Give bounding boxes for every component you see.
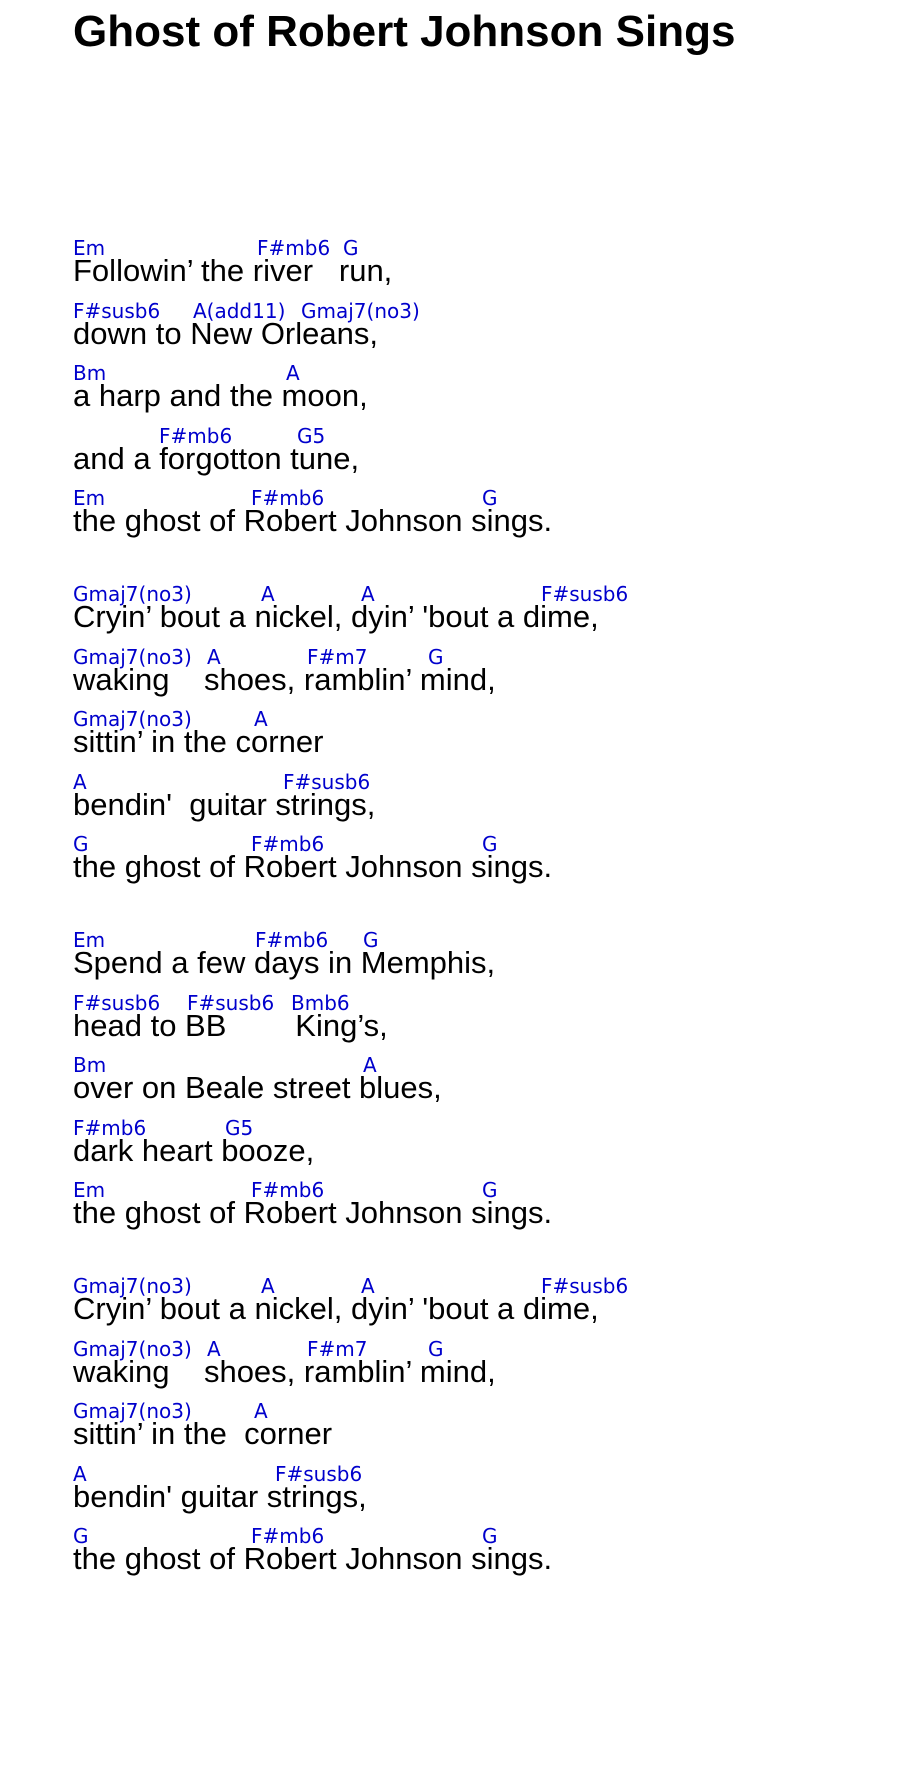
lyric-line: waking shoes, ramblin’ mind, [73, 661, 496, 697]
chord-row [73, 480, 873, 508]
lyric-line: bendin' guitar strings, [73, 1478, 367, 1514]
chord-symbol: A [361, 582, 375, 606]
chord-symbol: F#mb6 [257, 236, 331, 260]
lyric-line: dark heart booze, [73, 1132, 315, 1168]
lyric-line: sittin’ in the corner [73, 724, 324, 759]
song-line [73, 764, 873, 827]
song-line [73, 1268, 873, 1331]
song-line [73, 985, 873, 1048]
chord-symbol: Gmaj7(no3) [73, 1336, 192, 1361]
chord-symbol: Bm [73, 1053, 107, 1077]
song-sheet [73, 0, 873, 1576]
song-line [73, 1393, 873, 1456]
chord-symbol: Em [73, 928, 106, 952]
song-line [73, 480, 873, 543]
chord-symbol: A [254, 707, 268, 731]
lyric-line: a harp and the moon, [73, 378, 368, 413]
chord-symbol: F#mb6 [73, 1115, 147, 1140]
chord-symbol: Em [73, 1178, 106, 1202]
chord-symbol: Gmaj7(no3) [73, 1399, 192, 1423]
chord-symbol: G [482, 486, 498, 510]
chord-symbol: F#mb6 [159, 423, 233, 448]
chord-symbol: A [363, 1053, 377, 1077]
lyric-line: the ghost of Robert Johnson sings. [73, 1541, 553, 1576]
chord-symbol: F#mb6 [251, 1524, 325, 1548]
chord-symbol: Gmaj7(no3) [301, 298, 420, 323]
verse [73, 922, 873, 1235]
chord-symbol: F#m7 [307, 644, 368, 669]
chord-symbol: A [207, 1336, 221, 1361]
chord-symbol: Gmaj7(no3) [73, 707, 192, 731]
chord-symbol: Bmb6 [291, 990, 350, 1015]
chord-symbol: Em [73, 236, 106, 260]
chord-symbol: A [261, 582, 275, 606]
lyric-line: the ghost of Robert Johnson sings. [73, 503, 553, 538]
lyric-line: Cryin’ bout a nickel, dyin’ 'bout a dime, [73, 599, 599, 634]
song-line [73, 1456, 873, 1519]
chord-symbol: G [482, 832, 498, 856]
song-line [73, 1047, 873, 1110]
chord-symbol: A [73, 1461, 87, 1486]
chord-symbol: G [428, 644, 444, 669]
chord-symbol: G [363, 928, 379, 952]
chord-row [73, 639, 873, 667]
chord-row [73, 985, 873, 1013]
lyric-line: the ghost of Robert Johnson sings. [73, 1195, 553, 1230]
chord-symbol: Gmaj7(no3) [73, 582, 192, 606]
chord-symbol: A [361, 1274, 375, 1298]
chord-symbol: G5 [225, 1115, 254, 1140]
chord-row [73, 576, 873, 604]
song-line [73, 1518, 873, 1581]
chord-symbol: G [73, 832, 89, 856]
song-line [73, 701, 873, 764]
song-line [73, 826, 873, 889]
lyric-line: Cryin’ bout a nickel, dyin’ 'bout a dime, [73, 1291, 599, 1326]
chord-row [73, 293, 873, 321]
chord-symbol: A(add11) [193, 298, 286, 323]
chord-symbol: A [261, 1274, 275, 1298]
chord-symbol: F#mb6 [251, 1178, 325, 1202]
chord-symbol: A [286, 361, 300, 385]
chord-symbol: F#mb6 [255, 928, 329, 952]
chord-symbol: G [428, 1336, 444, 1361]
chord-row [73, 230, 873, 258]
lyric-line: sittin’ in the corner [73, 1416, 333, 1451]
verse [73, 1268, 873, 1581]
song-line [73, 922, 873, 985]
chord-row [73, 418, 873, 446]
chord-row [73, 1393, 873, 1421]
song-line [73, 293, 873, 356]
chord-row [73, 1331, 873, 1359]
song-line [73, 1331, 873, 1394]
lyric-line: down to New Orleans, [73, 315, 378, 351]
chord-symbol: F#susb6 [283, 769, 371, 794]
lyric-line: bendin' guitar strings, [73, 786, 376, 822]
chord-row [73, 764, 873, 792]
chord-row [73, 1172, 873, 1200]
chord-symbol: F#susb6 [275, 1461, 363, 1486]
lyric-line: the ghost of Robert Johnson sings. [73, 849, 553, 884]
song-line [73, 576, 873, 639]
chord-row [73, 1268, 873, 1296]
chord-symbol: G5 [297, 423, 326, 448]
lyric-line: waking shoes, ramblin’ mind, [73, 1353, 496, 1389]
verse [73, 230, 873, 543]
chord-row [73, 355, 873, 383]
chord-row [73, 1110, 873, 1138]
chord-symbol: F#susb6 [541, 582, 629, 606]
song-line [73, 230, 873, 293]
lyric-line: Spend a few days in Memphis, [73, 945, 496, 980]
verse [73, 576, 873, 889]
chord-symbol: F#susb6 [541, 1274, 629, 1298]
chord-symbol: F#m7 [307, 1336, 368, 1361]
chord-symbol: Bm [73, 361, 107, 385]
chord-row [73, 1456, 873, 1484]
chord-symbol: F#mb6 [251, 832, 325, 856]
chord-symbol: F#susb6 [187, 990, 275, 1015]
chord-symbol: Em [73, 486, 106, 510]
chord-symbol: G [73, 1524, 89, 1548]
chord-row [73, 826, 873, 854]
chord-symbol: F#susb6 [73, 990, 161, 1015]
chord-row [73, 1047, 873, 1075]
chord-symbol: Gmaj7(no3) [73, 644, 192, 669]
chord-row [73, 1518, 873, 1546]
song-line [73, 418, 873, 481]
chord-symbol: Gmaj7(no3) [73, 1274, 192, 1298]
chord-symbol: A [254, 1399, 268, 1423]
chord-symbol: A [207, 644, 221, 669]
chord-symbol: F#mb6 [251, 486, 325, 510]
chord-symbol: G [482, 1524, 498, 1548]
song-line [73, 355, 873, 418]
lyric-line: over on Beale street blues, [73, 1070, 442, 1105]
lyric-line: head to BB King’s, [73, 1007, 388, 1043]
song-line [73, 1110, 873, 1173]
chord-symbol: G [482, 1178, 498, 1202]
chord-row [73, 701, 873, 729]
song-title: Ghost of Robert Johnson Sings [73, 7, 736, 56]
chord-symbol: G [343, 236, 359, 260]
lyric-line: and a forgotton tune, [73, 440, 360, 476]
song-line [73, 1172, 873, 1235]
chord-symbol: F#susb6 [73, 298, 161, 323]
song-line [73, 639, 873, 702]
lyric-line: Followin’ the river run, [73, 253, 393, 288]
chord-symbol: A [73, 769, 87, 794]
chord-row [73, 922, 873, 950]
